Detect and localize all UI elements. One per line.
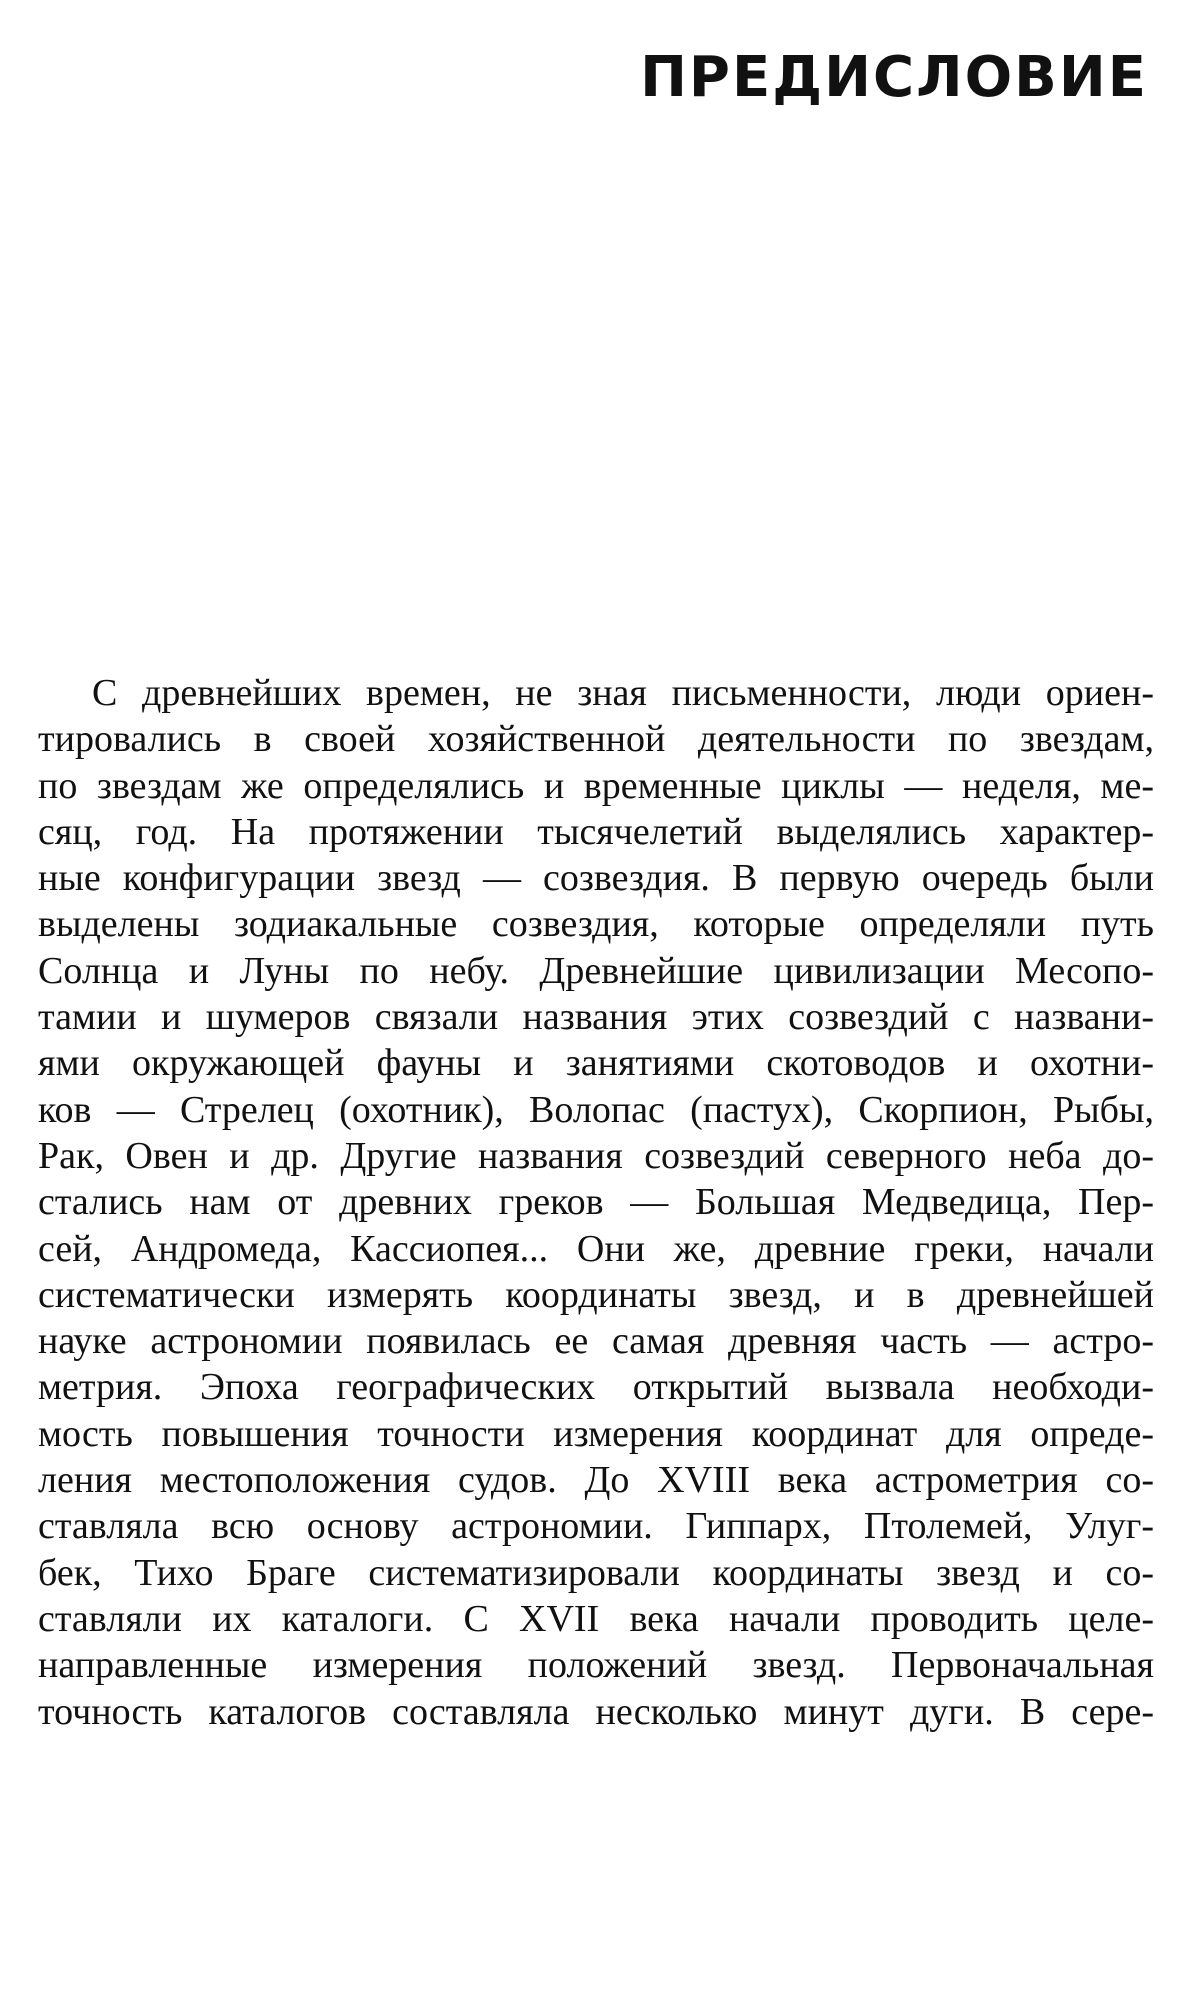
text-line: по звездам же определялись и временные циклы — неделя, ме- <box>38 764 1154 807</box>
text-line: тировались в своей хозяйственной деятельности по звездам, <box>38 718 1154 761</box>
text-line: ков — Стрелец (охотник), Волопас (пастух), Скорпион, Рыбы, <box>38 1088 1154 1131</box>
text-line: Солнца и Луны по небу. Древнейшие цивилизации Месопо- <box>38 949 1154 992</box>
text-line: тамии и шумеров связали названия этих созвездий с названи- <box>38 996 1154 1039</box>
text-line: направленные измерения положений звезд. Первоначальная <box>38 1644 1154 1687</box>
text-line: ставляли их каталоги. С XVII века начали проводить целе- <box>38 1597 1154 1640</box>
text-line: С древнейших времен, не зная письменности, люди ориен- <box>92 672 1154 714</box>
body-paragraph <box>38 670 1154 1735</box>
text-line: сей, Андромеда, Кассиопея... Они же, древние греки, начали <box>38 1227 1154 1270</box>
text-line: бек, Тихо Браге систематизировали координаты звезд и со- <box>38 1551 1154 1594</box>
text-line: точность каталогов составляла несколько минут дуги. В сере- <box>38 1690 1154 1733</box>
text-line: ления местоположения судов. До XVIII века астрометрия со- <box>38 1459 1154 1502</box>
text-line: метрия. Эпоха географических открытий вызвала необходи- <box>38 1366 1154 1409</box>
text-line: ями окружающей фауны и занятиями скотоводов и охотни- <box>38 1042 1154 1085</box>
text-line: мость повышения точности измерения координат для опреде- <box>38 1412 1154 1455</box>
text-line: Рак, Овен и др. Другие названия созвездий северного неба до- <box>38 1134 1154 1177</box>
text-line: систематически измерять координаты звезд, и в древнейшей <box>38 1273 1154 1316</box>
text-line: выделены зодиакальные созвездия, которые определяли путь <box>38 903 1154 946</box>
text-line: стались нам от древних греков — Большая Медведица, Пер- <box>38 1181 1154 1224</box>
text-line: сяц, год. На протяжении тысячелетий выделялись характер- <box>38 810 1154 853</box>
text-line: ставляла всю основу астрономии. Гиппарх, Птолемей, Улуг- <box>38 1505 1154 1548</box>
text-line: науке астрономии появилась ее самая древняя часть — астро- <box>38 1320 1154 1363</box>
chapter-title: ПРЕДИСЛОВИЕ <box>640 45 1148 110</box>
text-line: ные конфигурации звезд — созвездия. В первую очередь были <box>38 857 1154 900</box>
